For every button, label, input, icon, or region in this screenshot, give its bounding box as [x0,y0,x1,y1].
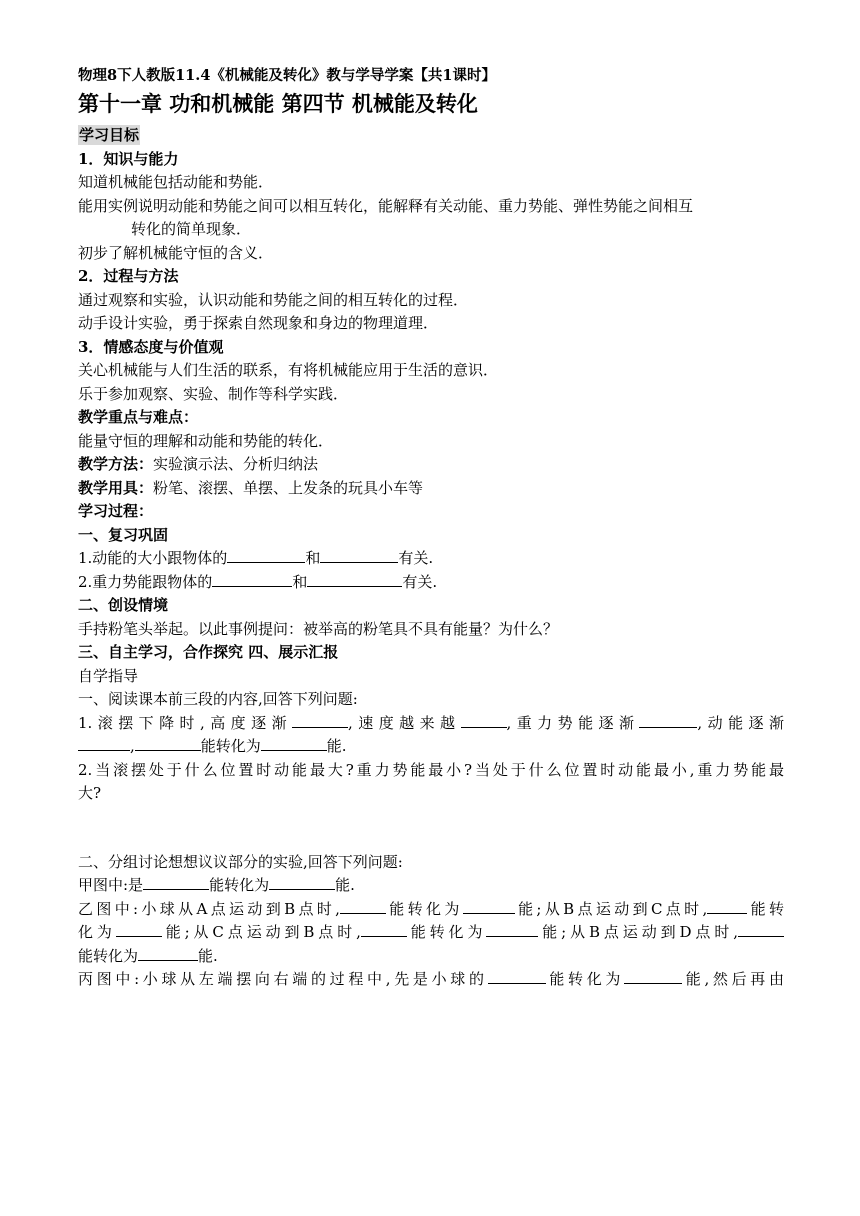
answer-blank[interactable] [707,898,747,914]
study-heading: 三、自主学习，合作探究 四、展示汇报 [78,643,339,661]
answer-blank[interactable] [78,735,130,751]
answer-blank[interactable] [212,571,292,587]
values-item: 关心机械能与人们生活的联系，有将机械能应用于生活的意识． [78,361,499,379]
review-question-1: 1.动能的大小跟物体的 和 有关. [78,549,434,567]
answer-blank[interactable] [138,945,198,961]
answer-blank[interactable] [488,968,546,984]
jia-question: 甲图中:是 能转化为 能. [78,876,355,894]
knowledge-item: 初步了解机械能守恒的含义． [78,243,274,262]
process-heading: 学习过程： [78,502,154,520]
answer-blank[interactable] [624,968,682,984]
review-heading: 一、复习巩固 [78,525,169,544]
scene-text: 手持粉笔头举起。以此事例提问：被举高的粉笔具不具有能量？为什么？ [78,619,559,638]
knowledge-item-cont: 转化的简单现象． [131,220,252,238]
rolling-question-1-cont: , 能转化为 能. [78,735,784,759]
rolling-question-1: 1.滚摆下降时,高度逐渐 ,速度越来越 ,重力势能逐渐 ,动能逐渐 [78,713,784,732]
answer-blank[interactable] [738,921,784,937]
answer-blank[interactable] [320,547,398,563]
process-method-item: 通过观察和实验，认识动能和势能之间的相互转化的过程． [78,290,469,309]
rolling-question-2-cont: 大? [78,784,102,802]
objectives-heading: 学习目标 [79,126,140,144]
method-text: 实验演示法、分析归纳法 [153,455,319,473]
answer-blank[interactable] [486,921,538,937]
knowledge-item: 能用实例说明动能和势能之间可以相互转化，能解释有关动能、重力势能、弹性势能之间相互 [78,196,694,215]
process-method-heading: 2．过程与方法 [78,267,179,285]
yi-question-cont: 化为 能;从C点运动到B点时, 能转化为 能;从B点运动到D点时, [78,921,784,945]
focus-text: 能量守恒的理解和动能和势能的转化． [78,431,334,450]
focus-heading: 教学重点与难点： [78,408,199,426]
answer-blank[interactable] [116,921,162,937]
answer-blank[interactable] [639,712,697,728]
knowledge-item: 知道机械能包括动能和势能． [78,173,274,191]
answer-blank[interactable] [269,874,335,890]
rolling-question-2: 2.当滚摆处于什么位置时动能最大?重力势能最小?当处于什么位置时动能最小,重力势能最 [78,760,784,779]
answer-blank[interactable] [340,898,386,914]
process-method-item: 动手设计实验，勇于探索自然现象和身边的物理道理． [78,314,439,332]
answer-blank[interactable] [135,735,201,751]
document-page [78,66,784,992]
yi-question-end: 能转化为 能. [78,946,218,965]
answer-blank[interactable] [361,921,407,937]
tools-text: 粉笔、滚摆、单摆、上发条的玩具小车等 [153,478,424,497]
values-heading: 3．情感态度与价值观 [78,337,224,356]
values-item: 乐于参加观察、实验、制作等科学实践． [78,384,349,403]
bing-question: 丙图中:小球从左端摆向右端的过程中,先是小球的 能转化为 能,然后再由 [78,970,784,988]
guide-label: 自学指导 [78,666,139,685]
answer-blank[interactable] [292,712,348,728]
read-intro: 一、阅读课本前三段的内容,回答下列问题: [78,690,358,708]
group-intro: 二、分组讨论想想议议部分的实验,回答下列问题: [78,852,403,871]
answer-blank[interactable] [261,735,327,751]
knowledge-heading: 1．知识与能力 [78,149,179,168]
method-label: 教学方法： [78,455,154,473]
answer-blank[interactable] [143,874,209,890]
answer-blank[interactable] [307,571,402,587]
scene-heading: 二、创设情境 [78,596,169,614]
answer-blank[interactable] [461,712,507,728]
answer-blank[interactable] [227,547,305,563]
yi-question: 乙图中:小球从A点运动到B点时, 能转化为 能;从B点运动到C点时, 能转 [78,899,784,918]
chapter-title: 第十一章 功和机械能 第四节 机械能及转化 [78,91,478,116]
review-question-2: 2.重力势能跟物体的 和 有关. [78,572,438,591]
document-header: 物理8下人教版11.4《机械能及转化》教与学导学案【共1课时】 [78,67,496,84]
answer-blank[interactable] [463,898,515,914]
tools-label: 教学用具： [78,478,154,497]
